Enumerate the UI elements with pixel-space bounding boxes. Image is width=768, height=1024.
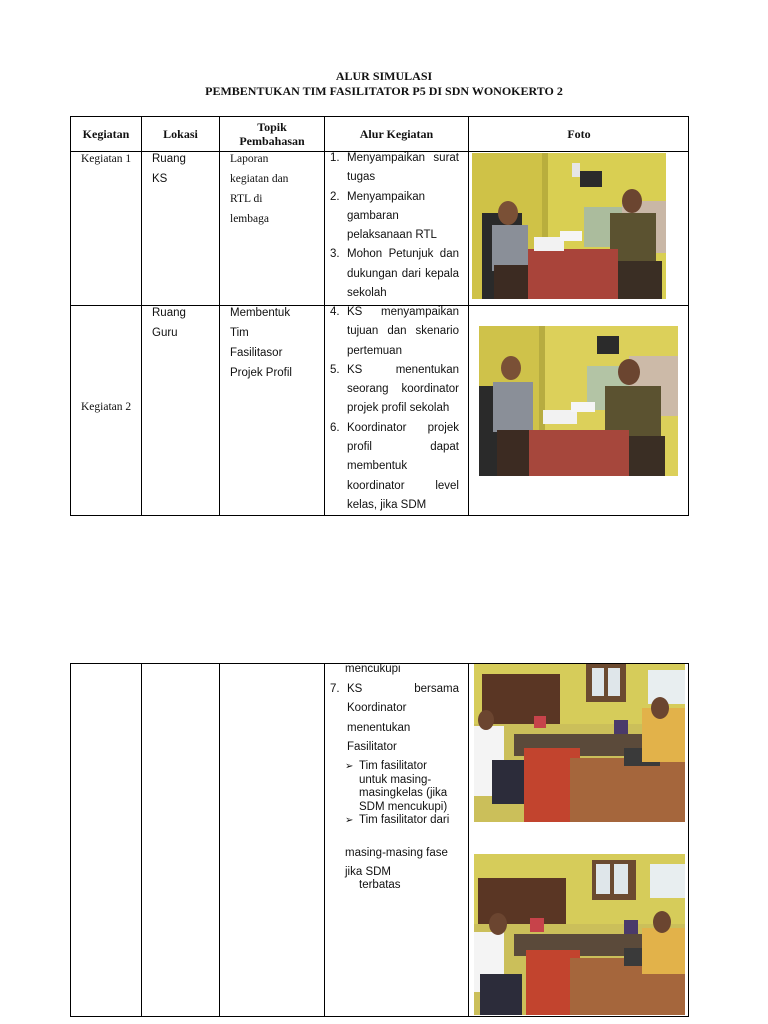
- photo-group-meeting-1: [474, 664, 685, 822]
- continued-text: mencukupi: [345, 663, 401, 675]
- list-item: 3. Mohon Petunjuk dan dukungan dari kepala sekolah: [330, 248, 459, 300]
- step-7: 7. KS bersama Koordinator menentukan Fasilitator: [330, 683, 459, 753]
- document-title: ALUR SIMULASI: [335, 69, 433, 83]
- row1-steps: [326, 149, 459, 303]
- arrow-bullet-icon: ➢: [345, 761, 354, 772]
- row2-steps: [326, 303, 459, 515]
- header-lokasi: Lokasi: [163, 127, 198, 141]
- facilitator-tail: masing-masing fase jika SDM: [345, 847, 448, 879]
- row1-topik: Laporan kegiatan dan RTL di lembaga: [230, 153, 289, 225]
- row2-lokasi: Ruang Guru: [152, 307, 186, 339]
- list-item: 4. KS menyampaikan tujuan dan skenario pertemuan: [330, 306, 459, 357]
- list-item: ➢ Tim fasilitator dari: [345, 814, 450, 826]
- arrow-bullet-icon: ➢: [345, 815, 354, 826]
- activity-table-continued: [70, 663, 689, 1017]
- photo-meeting-office-1: [472, 153, 666, 299]
- photo-group-meeting-2: [474, 854, 685, 1015]
- document-subtitle: PEMBENTUKAN TIM FASILITATOR P5 DI SDN WONOKERTO 2: [205, 84, 563, 98]
- row2-kegiatan: Kegiatan 2: [81, 401, 132, 413]
- header-topik: Topik Pembahasan: [239, 120, 305, 148]
- header-foto: Foto: [567, 127, 591, 141]
- list-item: ➢ Tim fasilitator untuk masing-masingkelas (jika SDM mencukupi): [345, 760, 448, 813]
- header-alur: Alur Kegiatan: [359, 127, 434, 141]
- list-item: 6. Koordinator projek profil dapat membentuk koordinator level kelas, jika SDM: [330, 421, 459, 511]
- row2-topik: Membentuk Tim Fasilitasor Projek Profil: [230, 307, 292, 379]
- photo-meeting-office-2: [479, 326, 678, 476]
- activity-table: [70, 116, 689, 516]
- row1-kegiatan: Kegiatan 1: [81, 153, 132, 165]
- list-item: 2. Menyampaikan gambaran pelaksanaan RTL: [330, 190, 437, 242]
- list-item: 1. Menyampaikan surat tugas: [330, 152, 459, 184]
- header-kegiatan: Kegiatan: [82, 127, 130, 141]
- facilitator-bullets: [345, 760, 457, 828]
- list-item: 5. KS menentukan seorang koordinator projek profil sekolah: [330, 363, 459, 415]
- facilitator-tail-indent: terbatas: [359, 879, 401, 891]
- row1-lokasi: Ruang KS: [152, 153, 186, 185]
